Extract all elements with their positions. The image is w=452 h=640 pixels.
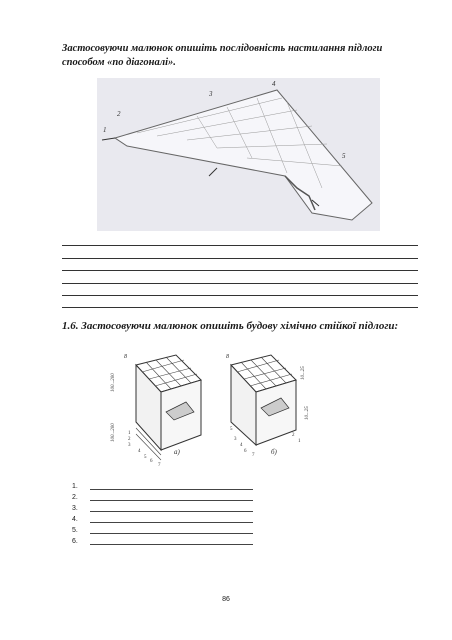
left-label-4: 4 [138, 449, 141, 454]
answer-line[interactable] [62, 284, 418, 296]
section-title: 1.6. Застосовуючи малюнок опишіть будову хімічно стійкої підлоги: [62, 320, 399, 332]
list-item-number: 2. [72, 494, 78, 501]
callout-3: 3 [209, 90, 213, 98]
list-item-blank[interactable] [90, 525, 253, 534]
list-item-number: 3. [72, 505, 78, 512]
numbered-answer-list [72, 479, 253, 545]
left-label-5: 5 [144, 455, 147, 460]
list-item [72, 534, 253, 545]
left-label-bottom: 100...200 [111, 423, 116, 442]
answer-line[interactable] [62, 271, 418, 283]
list-item-number: 6. [72, 538, 78, 545]
right-label-bottom: 10...25 [305, 406, 310, 420]
variant-a-label: а) [174, 448, 180, 456]
chemical-floor-figure [106, 350, 316, 470]
variant-a-diagram [111, 354, 201, 468]
list-item-blank[interactable] [90, 481, 253, 490]
left-label-6: 6 [150, 459, 153, 464]
right-label-5: 5 [230, 427, 233, 432]
left-label-7: 7 [158, 463, 161, 468]
callout-4: 4 [272, 80, 276, 88]
right-label-1: 1 [298, 439, 301, 444]
list-item [72, 501, 253, 512]
variant-b-label: б) [271, 448, 277, 456]
diagonal-floor-figure [97, 78, 380, 231]
callout-1: 1 [103, 126, 107, 134]
task-title: Застосовуючи малюнок опишіть послідовність настилання підлоги способом «по діагоналі». [62, 43, 383, 68]
list-item-blank[interactable] [90, 514, 253, 523]
left-label-8: 8 [124, 354, 127, 360]
callout-2: 2 [117, 110, 121, 118]
right-label-6: 6 [244, 449, 247, 454]
right-label-3: 3 [234, 437, 237, 442]
list-item-blank[interactable] [90, 492, 253, 501]
right-label-4: 4 [240, 443, 243, 448]
list-item-blank[interactable] [90, 503, 253, 512]
answer-line[interactable] [62, 234, 418, 246]
answer-line[interactable] [62, 296, 418, 308]
left-label-3: 3 [128, 443, 131, 448]
answer-line[interactable] [62, 246, 418, 258]
left-label-top: 100...200 [111, 373, 116, 392]
right-label-8: 8 [226, 354, 229, 360]
list-item [72, 490, 253, 501]
answer-line[interactable] [62, 259, 418, 271]
left-label-1: 1 [128, 431, 131, 436]
right-label-2: 2 [292, 433, 295, 438]
list-item-number: 5. [72, 527, 78, 534]
list-item [72, 512, 253, 523]
list-item [72, 523, 253, 534]
page-number: 86 [222, 596, 230, 603]
right-label-7: 7 [252, 453, 255, 458]
list-item-number: 1. [72, 483, 78, 490]
variant-b-diagram [226, 354, 310, 458]
list-item-blank[interactable] [90, 536, 253, 545]
list-item-number: 4. [72, 516, 78, 523]
left-label-2: 2 [128, 437, 131, 442]
list-item [72, 479, 253, 490]
right-label-top: 10...25 [301, 366, 306, 380]
answer-lines [62, 234, 418, 308]
callout-5: 5 [342, 152, 346, 160]
